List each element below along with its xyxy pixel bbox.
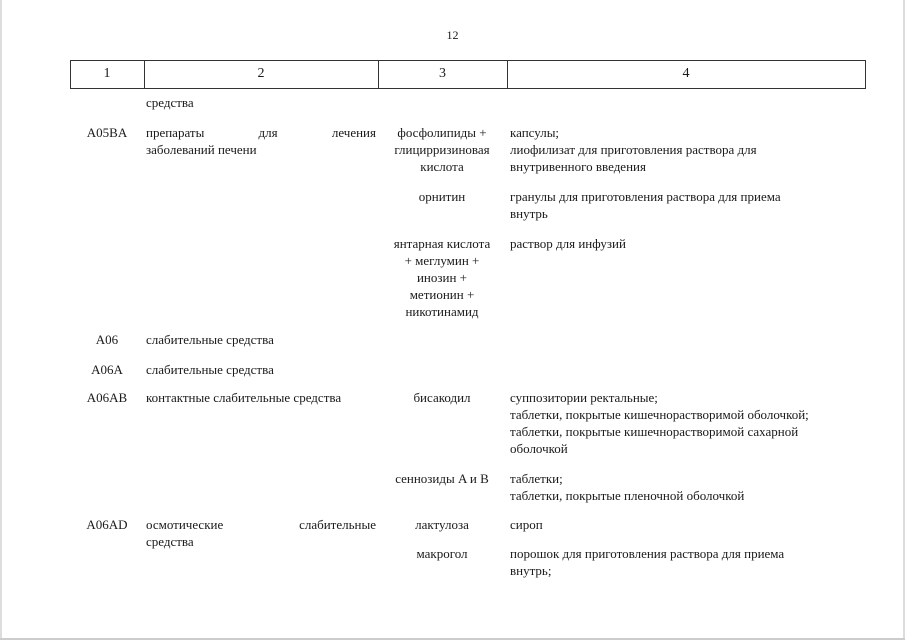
header-col-3: 3: [439, 66, 446, 81]
header-col-4: 4: [682, 66, 690, 81]
dosage-forms: раствор для инфузий: [510, 236, 626, 251]
atc-group-name: препараты для лечения заболеваний печени: [146, 125, 376, 157]
dosage-forms: сироп: [510, 517, 543, 532]
drug-name: орнитин: [418, 189, 466, 204]
atc-group-name: осмотические слабительные средства: [146, 517, 376, 549]
atc-group-name: слабительные средства: [146, 362, 274, 377]
page-number: 12: [446, 28, 459, 42]
scan-edge-shadow: [0, 0, 2, 640]
atc-code: A05BA: [86, 125, 128, 140]
table-top-border: [70, 60, 865, 61]
atc-group-name: контактные слабительные средства: [146, 390, 342, 405]
column-divider: [865, 60, 866, 89]
dosage-forms: таблетки; таблетки, покрытые пленочной оболочкой: [510, 471, 745, 503]
drug-name: сеннозиды A и B: [395, 471, 489, 486]
atc-code: A06AB: [86, 390, 128, 405]
continuation-text: средства: [146, 95, 194, 110]
drug-name: бисакодил: [413, 390, 471, 405]
header-col-1: 1: [103, 66, 111, 81]
dosage-forms: суппозитории ректальные; таблетки, покрытые кишечнорастворимой оболочкой; таблетки, покрытые кишечнорастворимой сахарной оболочкой: [510, 390, 809, 456]
table-header-bottom-border: [70, 88, 865, 89]
drug-name: лактулоза: [415, 517, 469, 532]
header-col-2: 2: [257, 66, 265, 81]
atc-code: A06: [95, 332, 119, 347]
drug-name: фосфолипиды + глицирризиновая кислота: [394, 125, 490, 174]
dosage-forms: порошок для приготовления раствора для приема внутрь;: [510, 546, 785, 578]
dosage-forms: капсулы; лиофилизат для приготовления раствора для внутривенного введения: [510, 125, 757, 174]
drug-name: янтарная кислота + меглумин + инозин + метионин + никотинамид: [393, 236, 491, 319]
atc-group-name: слабительные средства: [146, 332, 274, 347]
atc-code: A06AD: [86, 517, 128, 532]
dosage-forms: гранулы для приготовления раствора для приема внутрь: [510, 189, 781, 221]
drug-name: макрогол: [416, 546, 468, 561]
atc-code: A06A: [91, 362, 123, 377]
